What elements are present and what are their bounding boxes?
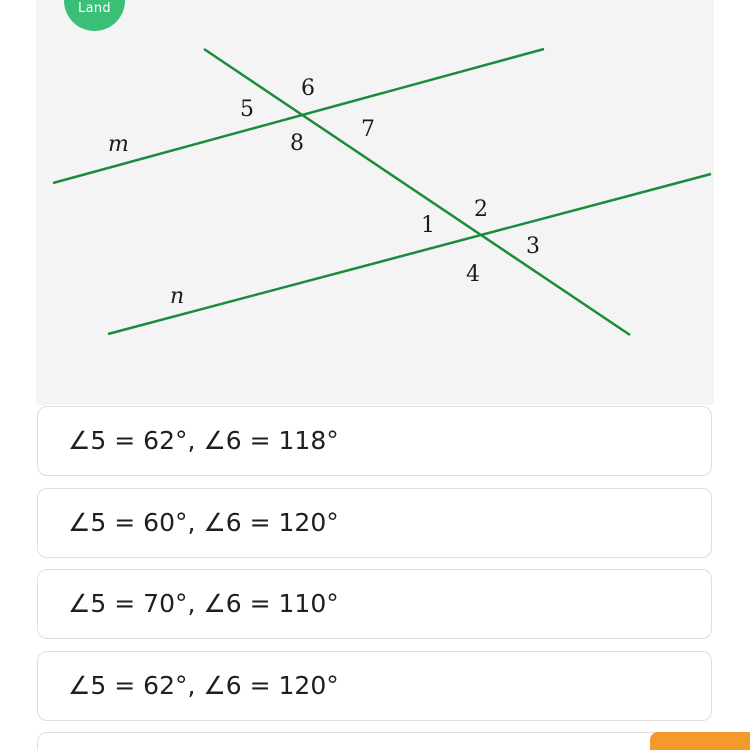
answer-option-label: ∠5 = 62°, ∠6 = 118° [68, 426, 339, 455]
answer-option-4[interactable] [37, 651, 712, 721]
answer-option-label: ∠5 = 62°, ∠6 = 120° [68, 671, 339, 700]
answer-option-1[interactable] [37, 406, 712, 476]
angle-label-8: 8 [290, 131, 304, 156]
continue-button[interactable] [650, 732, 750, 750]
answer-option-3[interactable] [37, 569, 712, 639]
line-n [108, 174, 711, 334]
brand-logo-text: Land [78, 1, 111, 16]
angle-label-3: 3 [526, 234, 540, 259]
answer-option-5[interactable] [37, 732, 712, 750]
line-n-label: n [170, 284, 185, 309]
angle-label-4: 4 [466, 262, 480, 287]
line-m-label: m [108, 132, 129, 157]
angle-label-6: 6 [301, 76, 315, 101]
angle-label-5: 5 [240, 97, 254, 122]
line-m [53, 49, 544, 183]
answer-option-label: ∠5 = 70°, ∠6 = 110° [68, 589, 339, 618]
answer-option-label: ∠5 = 60°, ∠6 = 120° [68, 508, 339, 537]
angle-label-2: 2 [474, 197, 488, 222]
angle-label-1: 1 [421, 213, 435, 238]
angle-label-7: 7 [361, 117, 375, 142]
answer-option-2[interactable] [37, 488, 712, 558]
